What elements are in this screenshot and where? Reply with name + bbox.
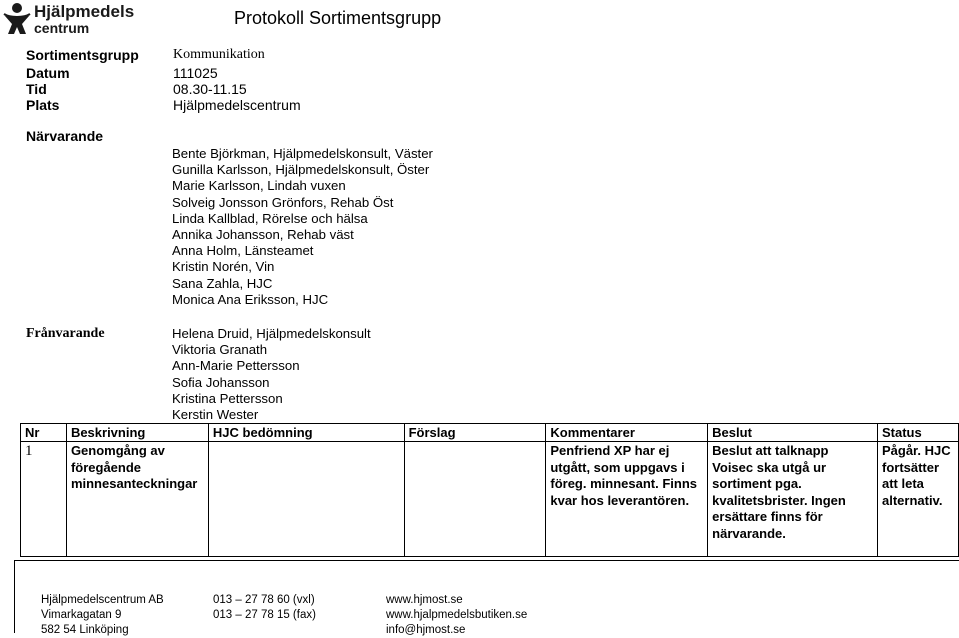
footer-company: Hjälpmedelscentrum AB xyxy=(41,594,164,606)
cell-beslut: Beslut att talknapp Voisec ska utgå ur sortiment pga. kvalitetsbrister. Ingen ersättare finns för närvarande. xyxy=(708,442,878,557)
footer-link-site[interactable]: www.hjmost.se xyxy=(386,594,463,606)
footer-city: 582 54 Linköping xyxy=(41,624,129,636)
header-status: Status xyxy=(877,424,958,442)
logo-line2: centrum xyxy=(34,20,90,36)
meta-value: 08.30-11.15 xyxy=(173,81,247,97)
footer-link-email[interactable]: info@hjmost.se xyxy=(386,624,466,636)
footer-link-shop[interactable]: www.hjalpmedelsbutiken.se xyxy=(386,609,528,621)
header-hjc-bedomning: HJC bedömning xyxy=(208,424,404,442)
logo xyxy=(2,2,142,42)
header-beskrivning: Beskrivning xyxy=(66,424,208,442)
absent-item: Kerstin Wester xyxy=(172,407,259,423)
absent-item: Viktoria Granath xyxy=(172,342,268,358)
header-beslut: Beslut xyxy=(708,424,878,442)
footer xyxy=(14,560,959,636)
header-kommentarer: Kommentarer xyxy=(546,424,708,442)
footer-web xyxy=(386,593,527,638)
header-forslag: Förslag xyxy=(404,424,546,442)
meta-value: Hjälpmedelscentrum xyxy=(173,97,301,113)
cell-bedomning xyxy=(208,442,404,557)
present-item: Linda Kallblad, Rörelse och hälsa xyxy=(172,210,368,226)
table-header-row xyxy=(21,424,959,442)
absent-item: Helena Druid, Hjälpmedelskonsult xyxy=(172,326,371,341)
meta-label: Tid xyxy=(26,81,47,97)
present-item: Sana Zahla, HJC xyxy=(172,275,273,291)
present-list xyxy=(172,146,433,308)
meta-label: Datum xyxy=(26,65,70,81)
meta-label: Sortimentsgrupp xyxy=(26,47,139,63)
logo-icon xyxy=(2,2,32,36)
logo-line1: Hjälpmedels xyxy=(34,2,135,21)
present-item: Anna Holm, Länsteamet xyxy=(172,243,314,259)
header-nr: Nr xyxy=(21,424,67,442)
footer-phones xyxy=(213,593,316,623)
present-item: Kristin Norén, Vin xyxy=(172,259,275,275)
cell-forslag xyxy=(404,442,546,557)
cell-nr: 1 xyxy=(21,442,67,557)
present-item: Solveig Jonsson Grönfors, Rehab Öst xyxy=(172,194,394,210)
absent-item: Kristina Pettersson xyxy=(172,390,283,406)
present-item: Gunilla Karlsson, Hjälpmedelskonsult, Öster xyxy=(172,162,430,178)
present-item: Marie Karlsson, Lindah vuxen xyxy=(172,178,346,194)
absent-item: Sofia Johansson xyxy=(172,374,270,390)
present-item: Monica Ana Eriksson, HJC xyxy=(172,291,329,307)
cell-beskrivning: Genomgång av föregående minnesanteckningar xyxy=(66,442,208,557)
meta-label: Plats xyxy=(26,97,60,113)
cell-kommentarer: Penfriend XP har ej utgått, som uppgavs i föreg. minnesant. Finns kvar hos leverantören. xyxy=(546,442,708,557)
meta-value: Kommunikation xyxy=(173,47,265,62)
present-item: Bente Björkman, Hjälpmedelskonsult, Väster xyxy=(172,146,433,161)
footer-phone: 013 – 27 78 60 (vxl) xyxy=(213,594,315,606)
footer-address xyxy=(41,593,164,638)
decision-table xyxy=(20,423,959,557)
present-label: Närvarande xyxy=(26,128,104,144)
absent-label: Frånvarande xyxy=(26,326,105,341)
footer-street: Vimarkagatan 9 xyxy=(41,609,122,621)
absent-item: Ann-Marie Pettersson xyxy=(172,358,300,374)
page-title: Protokoll Sortimentsgrupp xyxy=(234,8,442,28)
present-item: Annika Johansson, Rehab väst xyxy=(172,227,354,243)
cell-status: Pågår. HJC fortsätter att leta alternativ. xyxy=(877,442,958,557)
absent-list xyxy=(172,326,371,423)
footer-fax: 013 – 27 78 15 (fax) xyxy=(213,609,316,621)
meta-value: 111025 xyxy=(173,65,218,81)
table-row xyxy=(21,442,959,557)
